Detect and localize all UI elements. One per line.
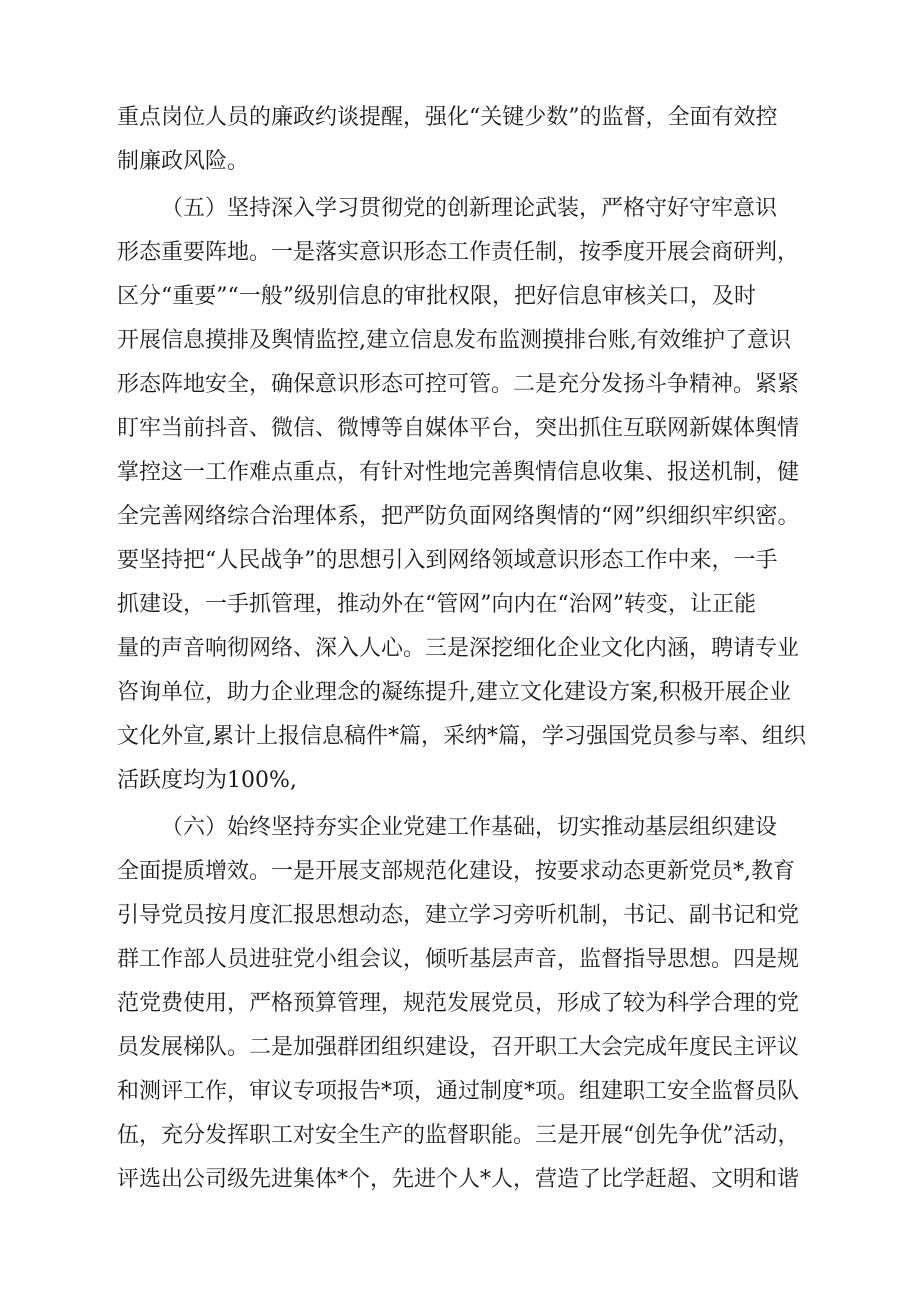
paragraph-line: 区分“重要”“一般”级别信息的审批权限，把好信息审核关口，及时 <box>117 284 756 309</box>
paragraph-line: 形态重要阵地。一是落实意识形态工作责任制，按季度开展会商研判， <box>117 240 800 265</box>
paragraph-line: 制廉政风险。 <box>117 149 250 174</box>
paragraph-line: 掌控这一工作难点重点，有针对性地完善舆情信息收集、报送机制，健 <box>117 460 800 485</box>
paragraph-line: 文化外宣,累计上报信息稿件*篇，采纳*篇，学习强国党员参与率、组织 <box>117 724 806 749</box>
paragraph-line: 开展信息摸排及舆情监控,建立信息发布监测摸排台账,有效维护了意识 <box>117 328 791 353</box>
paragraph-line: 群工作部人员进驻党小组会议，倾听基层声音，监督指导思想。四是规 <box>117 947 800 972</box>
paragraph-line: 全面提质增效。一是开展支部规范化建设，按要求动态更新党员*,教育 <box>117 859 795 884</box>
section-heading-six: （六）始终坚持夯实企业党建工作基础，切实推动基层组织建设 <box>161 815 778 840</box>
paragraph-line: 引导党员按月度汇报思想动态，建立学习旁听机制，书记、副书记和党 <box>117 903 800 928</box>
paragraph-line: 抓建设，一手抓管理，推动外在“管网”向内在“治网”转变，让正能 <box>117 592 756 617</box>
paragraph-line: 咨询单位，助力企业理念的凝练提升,建立文化建设方案,积极开展企业 <box>117 680 791 705</box>
paragraph-line: 要坚持把“人民战争”的思想引入到网络领域意识形态工作中来，一手 <box>117 548 778 573</box>
paragraph-line: 活跃度均为100%, <box>117 768 297 793</box>
paragraph-line: 全完善网络综合治理体系，把严防负面网络舆情的“网”织细织牢织密。 <box>117 504 800 529</box>
paragraph-line: 伍，充分发挥职工对安全生产的监督职能。三是开展“创先争优”活动， <box>117 1123 800 1148</box>
paragraph-line: 形态阵地安全，确保意识形态可控可管。二是充分发扬斗争精神。紧紧 <box>117 372 800 397</box>
paragraph-line: 重点岗位人员的廉政约谈提醒，强化“关键少数”的监督，全面有效控 <box>117 105 778 130</box>
paragraph-line: 范党费使用，严格预算管理，规范发展党员，形成了较为科学合理的党 <box>117 991 800 1016</box>
section-heading-five: （五）坚持深入学习贯彻党的创新理论武装，严格守好守牢意识 <box>161 196 778 221</box>
paragraph-line: 和测评工作，审议专项报告*项，通过制度*项。组建职工安全监督员队 <box>117 1079 800 1104</box>
paragraph-line: 盯牢当前抖音、微信、微博等自媒体平台，突出抓住互联网新媒体舆情 <box>117 416 800 441</box>
paragraph-line: 评选出公司级先进集体*个，先进个人*人，营造了比学赶超、文明和谐 <box>117 1167 800 1192</box>
paragraph-line: 员发展梯队。二是加强群团组织建设，召开职工大会完成年度民主评议 <box>117 1035 800 1060</box>
paragraph-line: 量的声音响彻网络、深入人心。三是深挖细化企业文化内涵，聘请专业 <box>117 636 800 661</box>
